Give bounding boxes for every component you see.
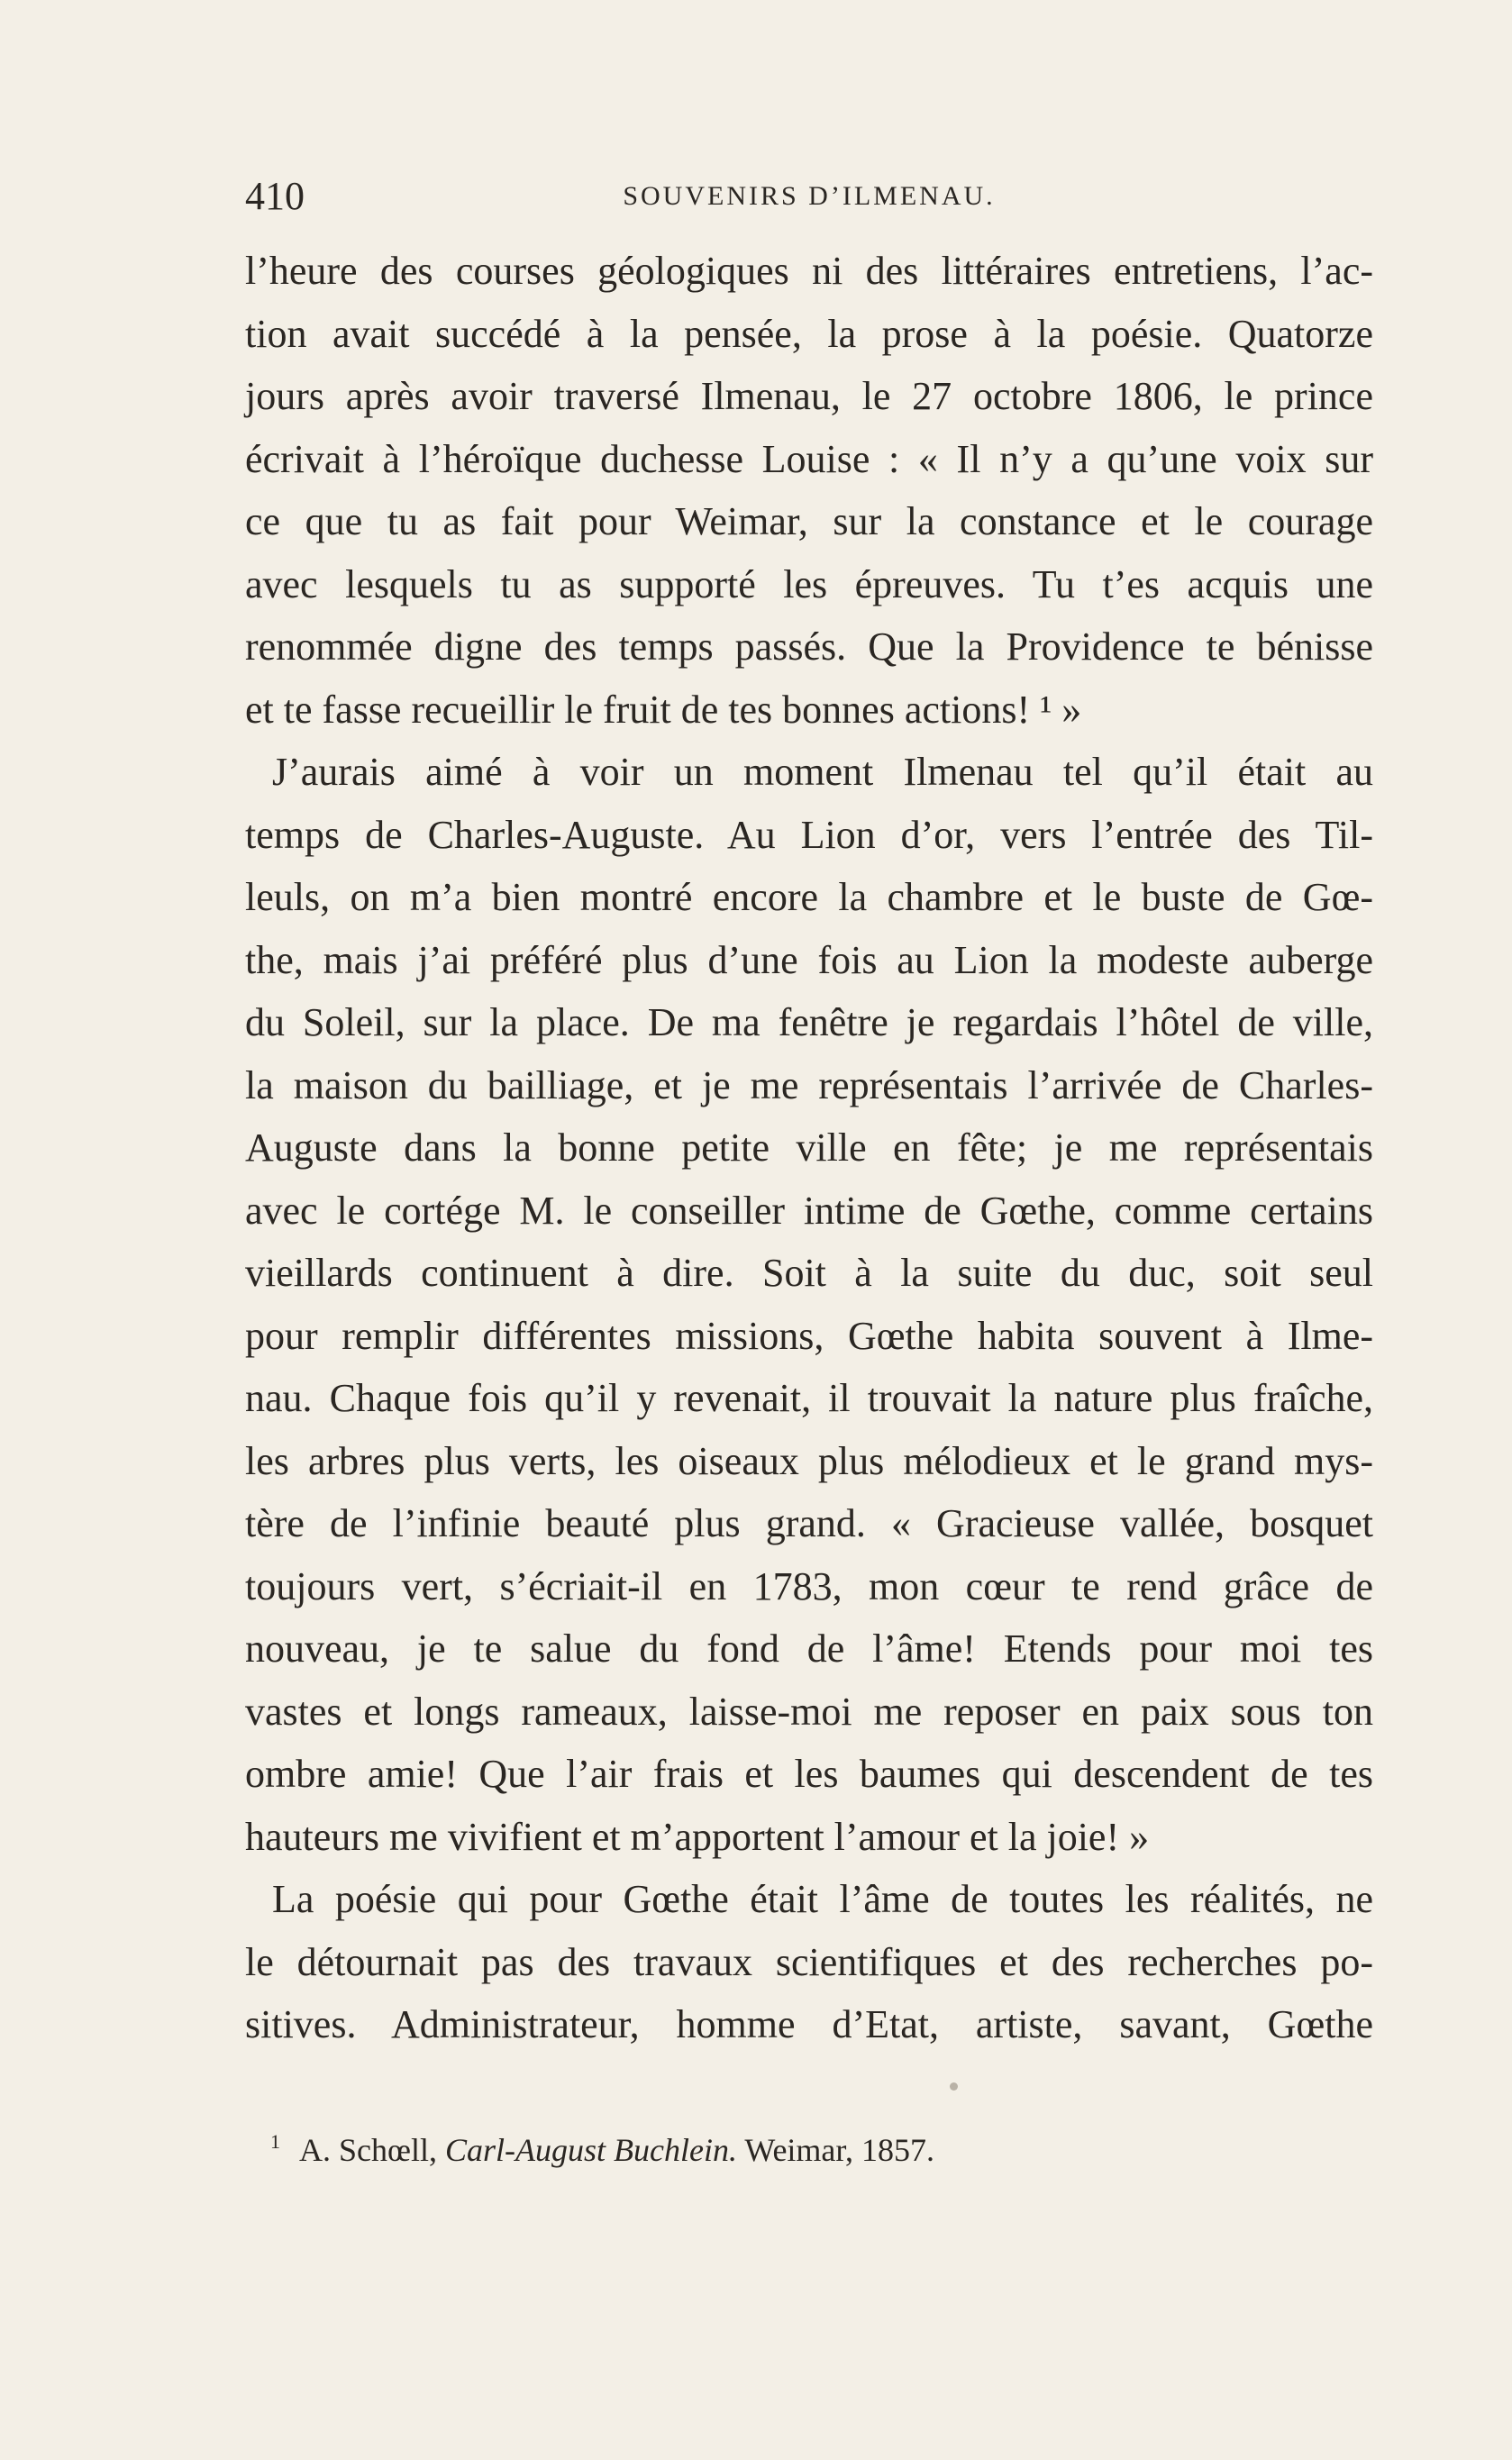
text-line: temps de Charles-Auguste. Au Lion d’or, vers l’entrée des Til- — [245, 812, 1373, 857]
footnote-place-date: Weimar, 1857. — [744, 2132, 934, 2168]
footnote-marker: 1 — [270, 2130, 280, 2153]
text-line: la maison du bailliage, et je me représentais l’arrivée de Charles- — [245, 1062, 1373, 1107]
paragraph-start-line: J’aurais aimé à voir un moment Ilmenau tel qu’il était au — [272, 750, 1373, 794]
text-line: ombre amie! Que l’air frais et les baumes qui descendent de tes — [245, 1752, 1373, 1796]
text-line: sitives. Administrateur, homme d’Etat, artiste, savant, Gœthe — [245, 2002, 1373, 2046]
page-number: 410 — [245, 174, 305, 218]
text-line: the, mais j’ai préféré plus d’une fois au Lion la modeste auberge — [245, 937, 1373, 982]
text-line: le détournait pas des travaux scientifiques et des recherches po- — [245, 1939, 1373, 1984]
text-line: ce que tu as fait pour Weimar, sur la constance et le courage — [245, 499, 1373, 543]
text-line: écrivait à l’héroïque duchesse Louise : « Il n’y a qu’une voix sur — [245, 436, 1373, 481]
text-line: tère de l’infinie beauté plus grand. « Gracieuse vallée, bosquet — [245, 1501, 1373, 1545]
text-line: pour remplir différentes missions, Gœthe habita souvent à Ilme- — [245, 1313, 1373, 1358]
text-line: avec le cortége M. le conseiller intime de Gœthe, comme certains — [245, 1188, 1373, 1233]
running-head: SOUVENIRS D’ILMENAU. — [623, 181, 996, 211]
paper-speck — [950, 2082, 958, 2091]
body-text — [245, 240, 1373, 2056]
text-line: vastes et longs rameaux, laisse-moi me reposer en paix sous ton — [245, 1689, 1373, 1734]
footnote-author: A. Schœll, — [299, 2132, 438, 2168]
text-line: jours après avoir traversé Ilmenau, le 27 octobre 1806, le prince — [245, 374, 1373, 418]
text-line: leuls, on m’a bien montré encore la chambre et le buste de Gœ- — [245, 875, 1373, 919]
text-line: hauteurs me vivifient et m’apportent l’amour et la joie! » — [245, 1814, 1150, 1859]
text-line: nau. Chaque fois qu’il y revenait, il trouvait la nature plus fraîche, — [245, 1376, 1373, 1420]
footnote — [270, 2119, 934, 2173]
text-line: les arbres plus verts, les oiseaux plus mélodieux et le grand mys- — [245, 1438, 1373, 1483]
text-line: renommée digne des temps passés. Que la Providence te bénisse — [245, 624, 1373, 669]
text-line: toujours vert, s’écriait-il en 1783, mon cœur te rend grâce de — [245, 1563, 1373, 1608]
text-line: Auguste dans la bonne petite ville en fête; je me représentais — [245, 1125, 1373, 1170]
text-line: avec lesquels tu as supporté les épreuves. Tu t’es acquis une — [245, 561, 1373, 606]
page-header — [245, 169, 1373, 223]
text-line: vieillards continuent à dire. Soit à la suite du duc, soit seul — [245, 1251, 1373, 1295]
text-line: et te fasse recueillir le fruit de tes bonnes actions! ¹ » — [245, 687, 1082, 732]
text-line: du Soleil, sur la place. De ma fenêtre je regardais l’hôtel de ville, — [245, 1000, 1373, 1044]
text-line: l’heure des courses géologiques ni des littéraires entretiens, l’ac- — [245, 249, 1373, 293]
text-line: tion avait succédé à la pensée, la prose à la poésie. Quatorze — [245, 311, 1373, 356]
footnote-title: Carl-August Buchlein. — [445, 2132, 737, 2168]
paragraph-start-line: La poésie qui pour Gœthe était l’âme de toutes les réalités, ne — [272, 1877, 1373, 1921]
text-line: nouveau, je te salue du fond de l’âme! Etends pour moi tes — [245, 1626, 1373, 1671]
